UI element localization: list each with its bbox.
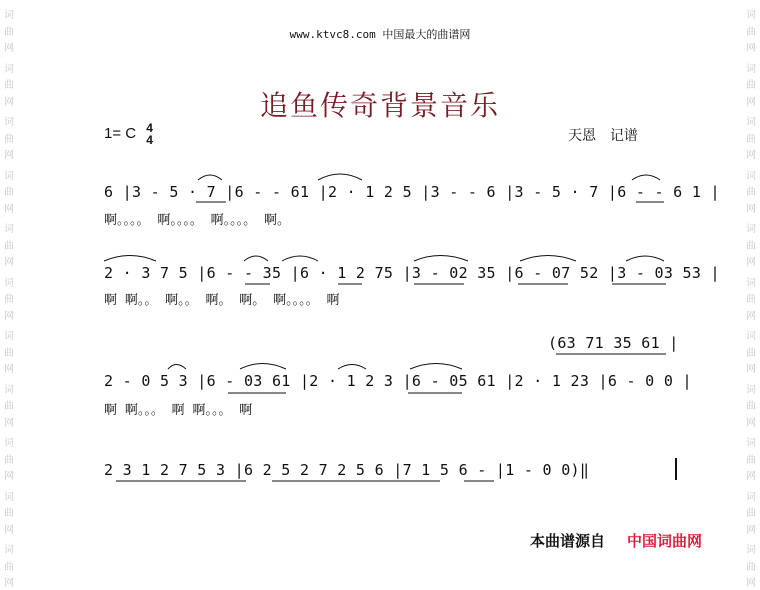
slur [198,175,222,180]
watermark-char: 网 [746,150,756,161]
watermark-char: 词 [746,10,756,21]
watermark-char: 曲 [746,401,756,412]
footer-label: 本曲谱源自 [530,533,606,550]
key-label: 1= C [104,124,137,142]
watermark-char: 词 [746,491,756,503]
slur [410,364,462,370]
slur [104,256,156,262]
watermark-char: 曲 [746,347,756,359]
watermark-char: 曲 [746,133,756,145]
slur [282,256,318,261]
composer-credit: 天恩 记谱 [568,127,638,143]
watermark-char: 网 [746,417,756,429]
score-line-1-lyrics: 啊。。。。 啊。。。。 啊。。。。 啊。 [104,213,290,228]
score-line-1-notes: 6 |3 - 5 · 7 |6 - - 61 |2 · 1 2 5 |3 - - 6 |3 - 5 · 7 |6 - - 6 1 | [104,183,720,201]
time-bottom: 4 [146,133,153,147]
watermark-char: 词 [746,224,756,235]
watermark-char: 网 [4,43,14,54]
footer-brand: 中国词曲网 [627,533,703,550]
watermark-char: 曲 [746,187,756,198]
watermark-char: 网 [746,310,756,322]
page-title: 追鱼传奇背景音乐 [259,89,500,122]
watermark-char: 词 [746,384,756,396]
site-header: www.ktvc8.com 中国最大的曲谱网 [289,28,471,41]
watermark-char: 词 [4,384,14,396]
watermark-char: 词 [746,63,756,75]
watermark-char: 网 [4,471,14,482]
slur [632,175,660,180]
watermark-char: 曲 [746,240,756,252]
watermark-char: 曲 [746,80,756,91]
watermark-char: 曲 [4,561,14,573]
watermark-char: 曲 [746,26,756,38]
watermark-char: 网 [746,257,756,268]
watermark-char: 网 [4,578,14,589]
score-line-3-lyrics: 啊 啊。。。 啊 啊。。。 啊 [104,403,253,418]
watermark-char: 曲 [4,294,14,305]
watermark-char: 词 [746,117,756,128]
slur [318,174,362,180]
time-top: 4 [146,121,153,135]
watermark-char: 词 [4,277,14,289]
watermark-char: 网 [746,471,756,482]
watermark-char: 词 [746,545,756,556]
slur [240,364,286,370]
watermark-char: 网 [4,364,14,375]
watermark-char: 词 [4,438,14,449]
score-line-3-intro: (63 71 35 61 | [548,334,679,352]
watermark-char: 曲 [746,454,756,466]
watermark-char: 曲 [4,133,14,145]
watermark-char: 词 [4,491,14,503]
watermark-char: 网 [746,203,756,215]
slur [338,365,366,370]
footer-source [530,530,702,551]
slur [626,256,664,261]
watermark-char: 曲 [4,187,14,198]
watermark-char: 网 [746,43,756,54]
watermark-char: 网 [4,417,14,429]
score-line-2-lyrics: 啊 啊。。 啊。。 啊。 啊。 啊。。。。 啊 [104,293,340,308]
watermark-char: 词 [746,277,756,289]
watermark-char: 曲 [4,401,14,412]
watermark-char: 网 [746,96,756,108]
watermark-char: 曲 [746,561,756,573]
watermark-char: 曲 [4,80,14,91]
watermark-char: 网 [4,524,14,536]
watermark-char: 词 [4,10,14,21]
watermark-char: 词 [4,224,14,235]
watermark-char: 网 [746,364,756,375]
watermark-char: 曲 [746,508,756,519]
slur [168,365,186,370]
watermark-char: 词 [746,170,756,182]
watermark-char: 词 [4,117,14,128]
watermark-char: 词 [746,438,756,449]
watermark-char: 词 [4,545,14,556]
watermark-char: 词 [746,331,756,342]
slur [520,256,576,262]
watermark-char: 网 [4,150,14,161]
slur [244,256,268,261]
watermark-char: 曲 [4,508,14,519]
watermark-char: 曲 [4,454,14,466]
watermark-char: 网 [746,578,756,589]
watermark-char: 网 [4,203,14,215]
slur [414,256,468,262]
watermark-char: 曲 [4,347,14,359]
watermark-char: 网 [4,310,14,322]
watermark-char: 网 [746,524,756,536]
watermark-char: 词 [4,63,14,75]
watermark-char: 词 [4,170,14,182]
watermark-char: 曲 [4,240,14,252]
score-line-3-notes: 2 - 0 5 3 |6 - 03 61 |2 · 1 2 3 |6 - 05 61 |2 · 1 23 |6 - 0 0 | [104,372,692,390]
score-line-4-notes: 2 3 1 2 7 5 3 |6 2 5 2 7 2 5 6 |7 1 5 6 - |1 - 0 0)‖ [104,461,590,479]
watermark-char: 网 [4,96,14,108]
watermark-char: 网 [4,257,14,268]
score-line-2-notes: 2 · 3 7 5 |6 - - 35 |6 · 1 2 75 |3 - 02 35 |6 - 07 52 |3 - 03 53 | [104,264,720,282]
watermark-char: 曲 [746,294,756,305]
watermark-char: 词 [4,331,14,342]
watermark-char: 曲 [4,26,14,38]
